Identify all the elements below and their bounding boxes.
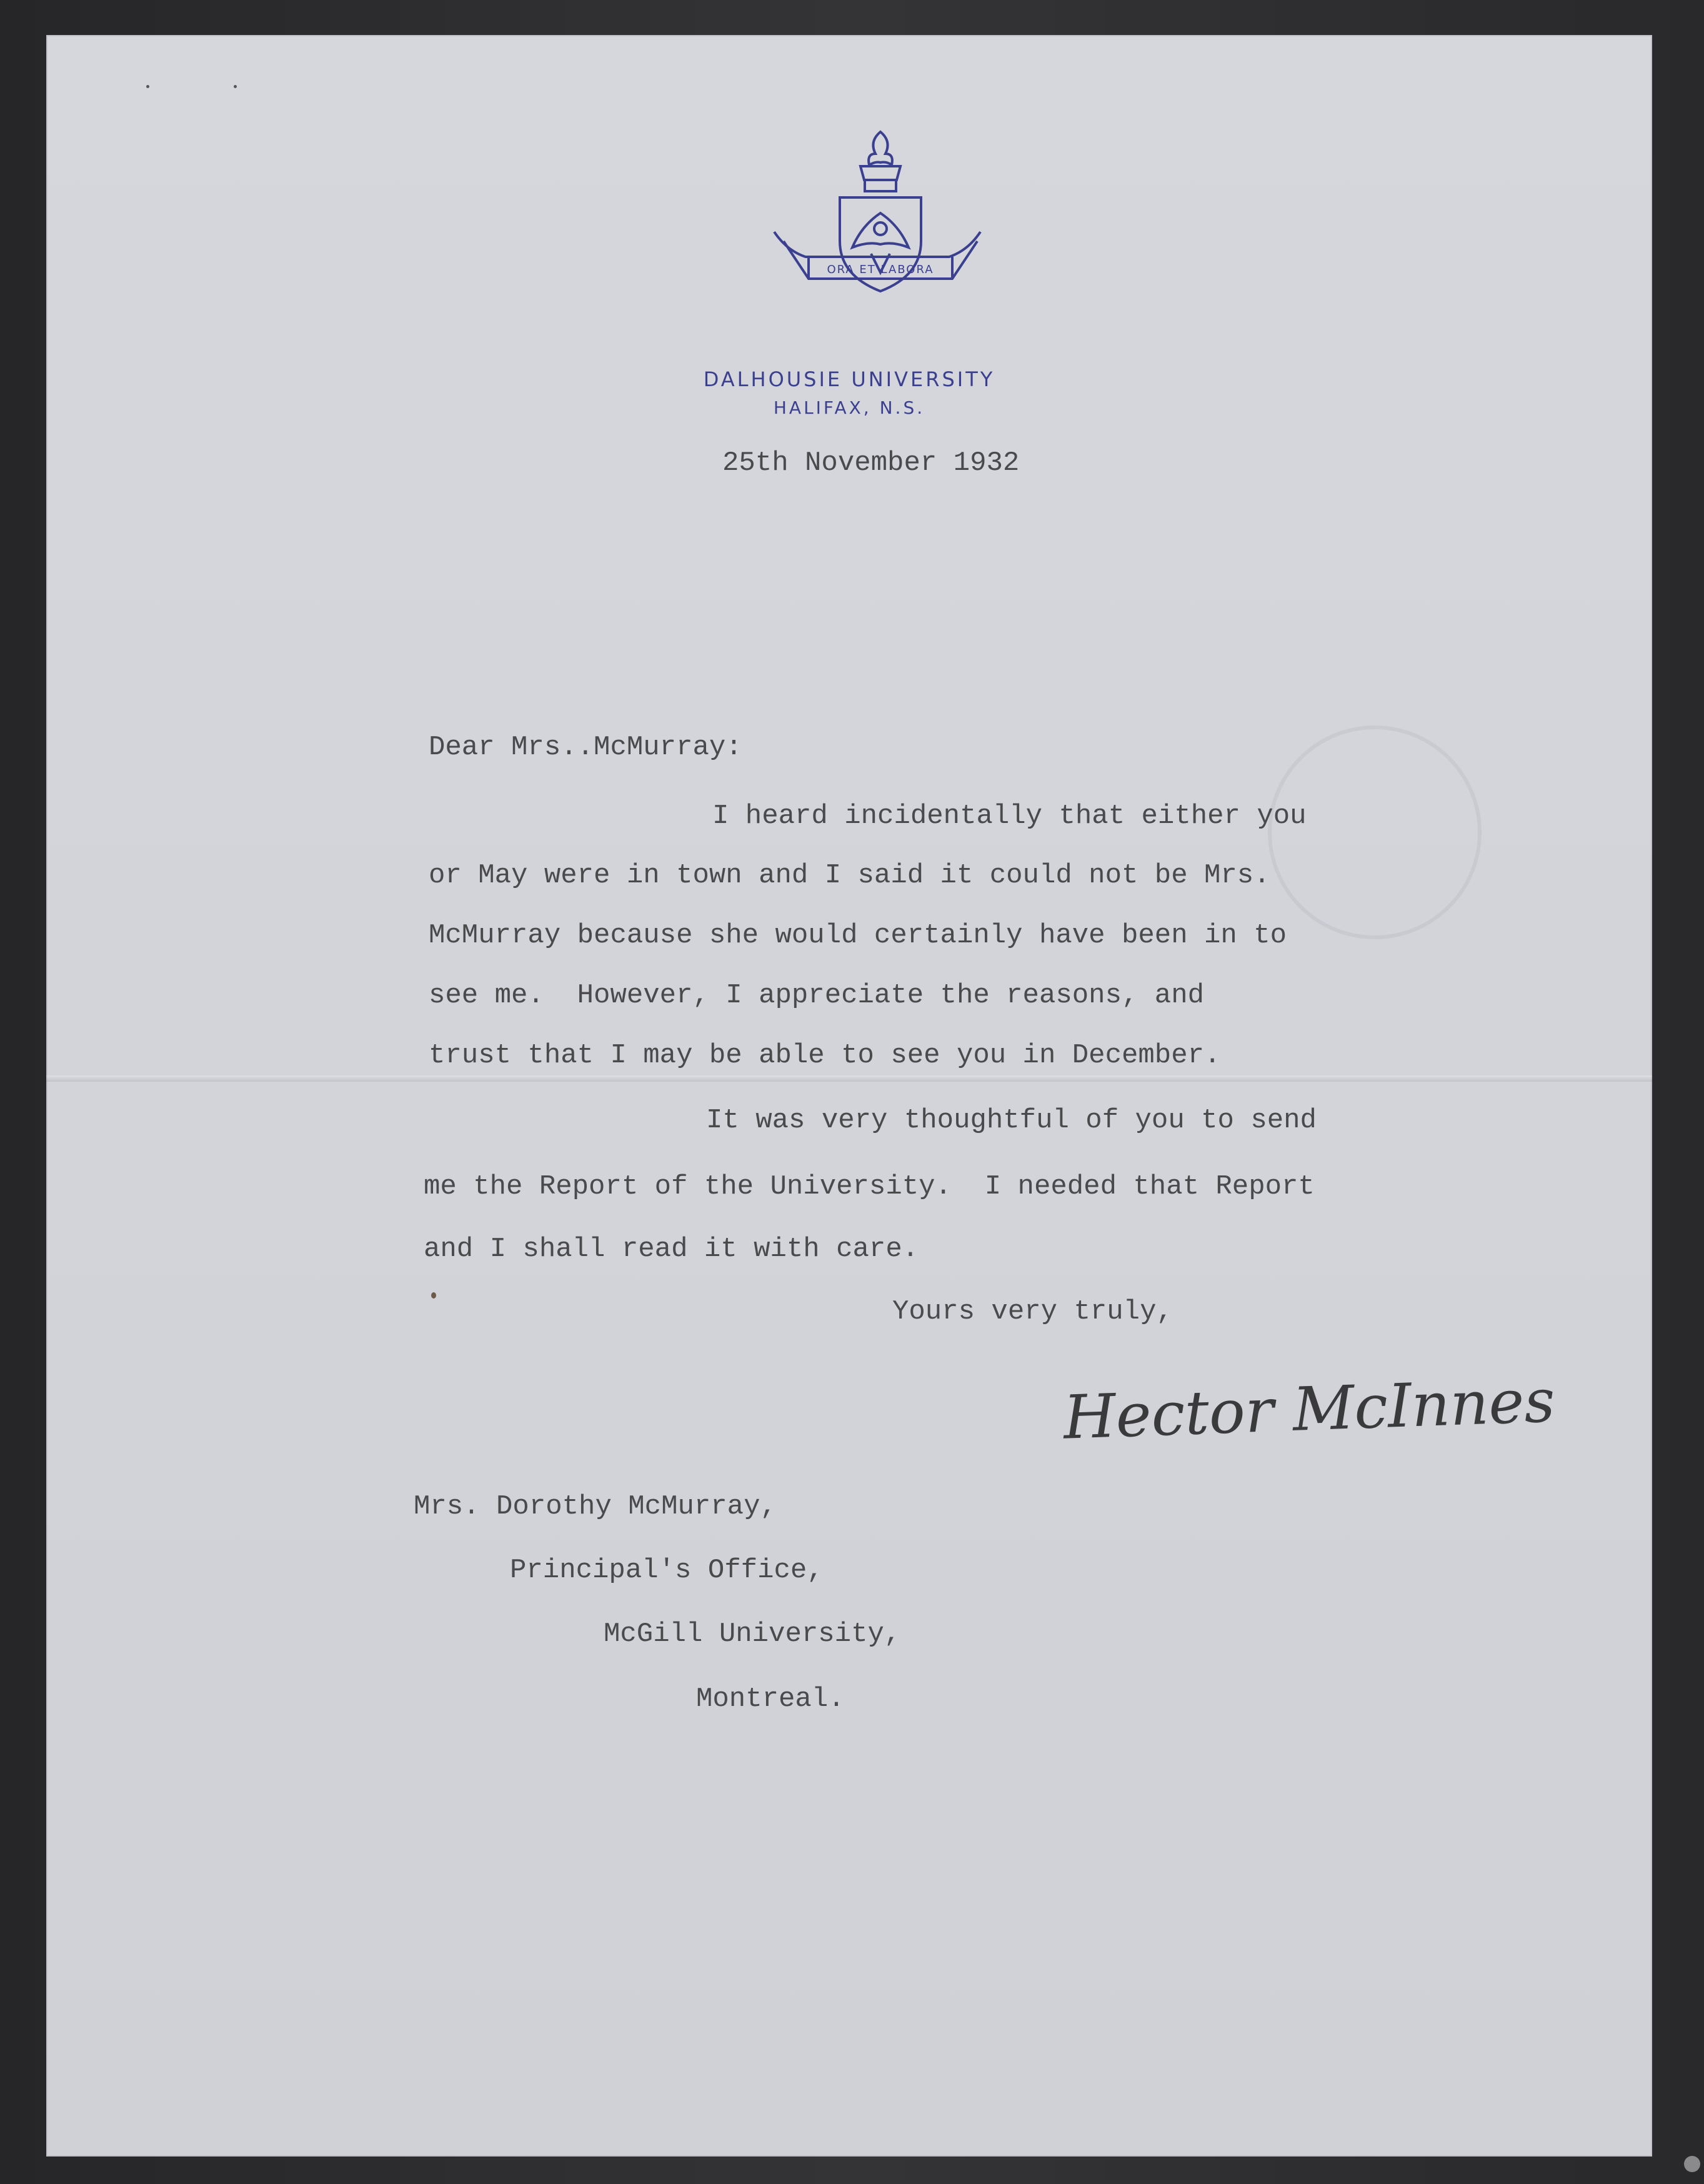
letter-page: [46, 35, 1652, 2157]
closing: Yours very truly,: [892, 1296, 1173, 1327]
body-line: and I shall read it with care.: [424, 1234, 919, 1265]
mount-pin: [1684, 2156, 1700, 2172]
body-line: see me. However, I appreciate the reasons, and: [429, 980, 1205, 1011]
university-crest-icon: [755, 119, 1005, 351]
address-line: Principal's Office,: [510, 1555, 824, 1586]
handwritten-signature: Hector McInnes: [1062, 1365, 1557, 1453]
body-line: McMurray because she would certainly have been in to: [429, 920, 1287, 951]
ink-speck: [146, 85, 149, 88]
ink-speck: [431, 1292, 436, 1299]
institution-name: DALHOUSIE UNIVERSITY: [703, 367, 995, 391]
faded-stamp: [1268, 726, 1482, 939]
body-line: trust that I may be able to see you in December.: [429, 1040, 1221, 1071]
address-line: Montreal.: [696, 1683, 845, 1715]
salutation: Dear Mrs..McMurray:: [429, 732, 742, 763]
letter-date: 25th November 1932: [722, 447, 1020, 479]
address-line: McGill University,: [604, 1618, 901, 1650]
crest-motto: ORA ET LABORA: [827, 263, 934, 276]
body-line: I heard incidentally that either you: [712, 800, 1307, 832]
ink-speck: [234, 85, 237, 88]
body-line: It was very thoughtful of you to send: [706, 1105, 1317, 1136]
body-line: or May were in town and I said it could not be Mrs.: [429, 860, 1270, 891]
body-line: me the Report of the University. I needed that Report: [424, 1171, 1315, 1202]
institution-city: HALIFAX, N.S.: [773, 397, 925, 418]
address-line: Mrs. Dorothy McMurray,: [414, 1491, 777, 1522]
